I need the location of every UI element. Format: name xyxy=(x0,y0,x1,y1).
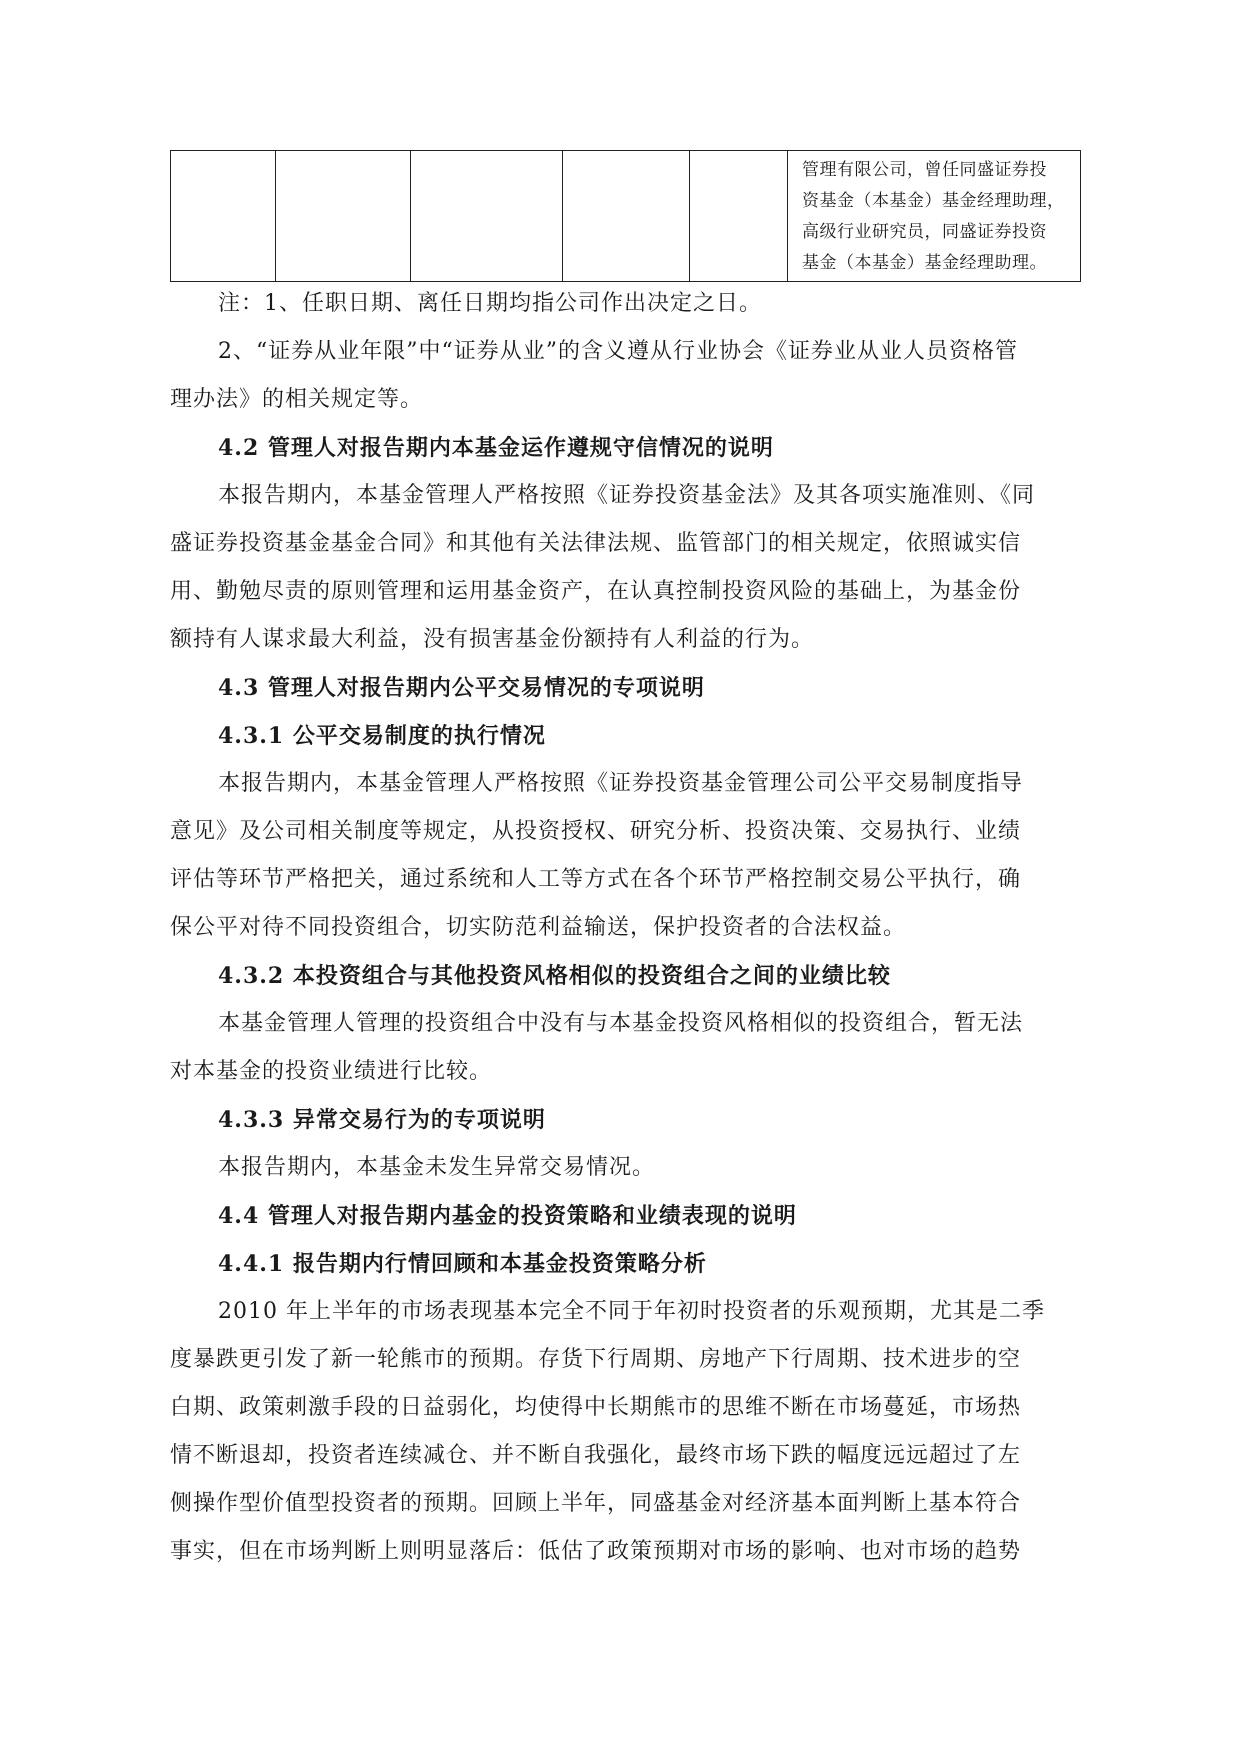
document-body xyxy=(170,280,1080,1576)
paragraph-line: 额持有人谋求最大利益，没有损害基金份额持有人利益的行为。 xyxy=(170,627,815,652)
table-row xyxy=(171,151,1081,282)
table-cell xyxy=(690,151,788,282)
paragraph-line: 本报告期内，本基金未发生异常交易情况。 xyxy=(218,1155,656,1180)
section-heading-4-3-1: 4.3.1 公平交易制度的执行情况 xyxy=(218,723,546,749)
note-2-line: 2、“证券从业年限”中“证券从业”的含义遵从行业协会《证券业从业人员资格管 xyxy=(218,339,1018,364)
manager-bio-cell xyxy=(788,151,1081,282)
section-paragraph-4-3-2 xyxy=(170,1000,1080,1096)
paragraph-line: 保公平对待不同投资组合，切实防范利益输送，保护投资者的合法权益。 xyxy=(170,915,907,940)
paragraph-line: 侧操作型价值型投资者的预期。回顾上半年，同盛基金对经济基本面判断上基本符合 xyxy=(170,1491,1022,1516)
section-heading-4-4: 4.4 管理人对报告期内基金的投资策略和业绩表现的说明 xyxy=(218,1203,797,1229)
paragraph-line: 白期、政策刺激手段的日益弱化，均使得中长期熊市的思维不断在市场蔓延，市场热 xyxy=(170,1395,1022,1420)
section-heading-4-2: 4.2 管理人对报告期内本基金运作遵规守信情况的说明 xyxy=(218,435,774,461)
bio-line: 基金（本基金）基金经理助理。 xyxy=(802,253,1047,273)
section-paragraph-4-3-1 xyxy=(170,760,1080,952)
bio-line: 管理有限公司，曾任同盛证券投 xyxy=(802,160,1047,180)
paragraph-line: 盛证券投资基金基金合同》和其他有关法律法规、监管部门的相关规定，依照诚实信 xyxy=(170,531,1022,556)
paragraph-line: 评估等环节严格把关，通过系统和人工等方式在各个环节严格控制交易公平执行，确 xyxy=(170,867,1022,892)
bio-line: 高级行业研究员，同盛证券投资 xyxy=(802,222,1047,242)
paragraph-line: 意见》及公司相关制度等规定，从投资授权、研究分析、投资决策、交易执行、业绩 xyxy=(170,819,1022,844)
table-cell xyxy=(563,151,690,282)
note-2-line: 理办法》的相关规定等。 xyxy=(170,387,424,412)
note-1: 注：1、任职日期、离任日期均指公司作出决定之日。 xyxy=(218,291,762,316)
paragraph-line: 对本基金的投资业绩进行比较。 xyxy=(170,1059,493,1084)
section-paragraph-4-3-3 xyxy=(170,1144,1080,1192)
table-cell xyxy=(276,151,411,282)
paragraph-line: 情不断退却，投资者连续减仓、并不断自我强化，最终市场下跌的幅度远远超过了左 xyxy=(170,1443,1022,1468)
paragraph-line: 用、勤勉尽责的原则管理和运用基金资产，在认真控制投资风险的基础上，为基金份 xyxy=(170,579,1022,604)
section-heading-4-3-2: 4.3.2 本投资组合与其他投资风格相似的投资组合之间的业绩比较 xyxy=(218,963,891,989)
bio-line: 资基金（本基金）基金经理助理， xyxy=(802,191,1065,211)
section-heading-4-3: 4.3 管理人对报告期内公平交易情况的专项说明 xyxy=(218,675,705,701)
notes xyxy=(170,280,1080,424)
paragraph-line: 本基金管理人管理的投资组合中没有与本基金投资风格相似的投资组合，暂无法 xyxy=(218,1011,1024,1036)
paragraph-line: 2010 年上半年的市场表现基本完全不同于年初时投资者的乐观预期，尤其是二季 xyxy=(218,1299,1045,1324)
section-paragraph-4-4-1 xyxy=(170,1288,1080,1576)
table-cell xyxy=(411,151,563,282)
fund-manager-table xyxy=(170,150,1081,282)
paragraph-line: 度暴跌更引发了新一轮熊市的预期。存货下行周期、房地产下行周期、技术进步的空 xyxy=(170,1347,1022,1372)
table-cell xyxy=(171,151,276,282)
section-heading-4-4-1: 4.4.1 报告期内行情回顾和本基金投资策略分析 xyxy=(218,1251,707,1277)
paragraph-line: 事实，但在市场判断上则明显落后：低估了政策预期对市场的影响、也对市场的趋势 xyxy=(170,1539,1022,1564)
section-heading-4-3-3: 4.3.3 异常交易行为的专项说明 xyxy=(218,1107,546,1133)
section-paragraph-4-2 xyxy=(170,472,1080,664)
paragraph-line: 本报告期内，本基金管理人严格按照《证券投资基金管理公司公平交易制度指导 xyxy=(218,771,1024,796)
paragraph-line: 本报告期内，本基金管理人严格按照《证券投资基金法》及其各项实施准则、《同 xyxy=(218,483,1036,508)
